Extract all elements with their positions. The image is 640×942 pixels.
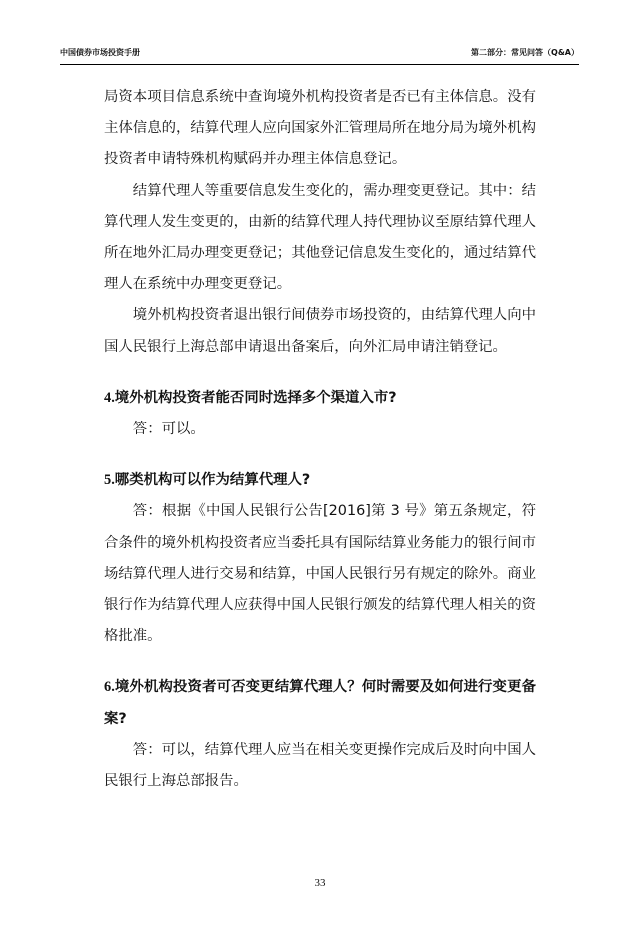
paragraph-exit-registration: 境外机构投资者退出银行间债券市场投资的，由结算代理人向中国人民银行上海总部申请退出备案后，向外汇局申请注销登记。: [104, 307, 536, 355]
question-6-number: 6.: [104, 679, 115, 696]
spacer: [104, 652, 536, 672]
question-4-number: 4.: [104, 389, 115, 406]
paragraph-change-registration: 结算代理人等重要信息发生变化的，需办理变更登记。其中：结算代理人发生变更的，由新的结算代理人持代理协议至原结算代理人所在地外汇局办理变更登记；其他登记信息发生变化的，通过结算代理人在系统中办理变更登记。: [104, 182, 536, 293]
page-body: [104, 82, 536, 797]
question-6-text: 境外机构投资者可否变更结算代理人？何时需要及如何进行变更备案?: [104, 679, 536, 727]
spacer: [104, 363, 536, 383]
header-section-title: 第二部分：常见问答（Q&A）: [471, 48, 579, 57]
question-5-answer: 答：根据《中国人民银行公告[2016]第 3 号》第五条规定，符合条件的境外机构投资者应当委托具有国际结算业务能力的银行间市场结算代理人进行交易和结算，中国人民银行另有规定的除外。商业银行作为结算代理人应获得中国人民银行颁发的结算代理人相关的资格批准。: [104, 503, 536, 645]
question-5-number: 5.: [104, 472, 115, 489]
question-4-text: 境外机构投资者能否同时选择多个渠道入市?: [114, 389, 397, 406]
page-number: 33: [314, 877, 326, 889]
question-4-answer: 答：可以。: [132, 421, 205, 438]
question-5-heading: [104, 465, 536, 496]
question-5-text: 哪类机构可以作为结算代理人?: [114, 472, 311, 489]
question-4-heading: [104, 383, 536, 414]
page-header: [60, 46, 579, 65]
paragraph-registration-info: 局资本项目信息系统中查询境外机构投资者是否已有主体信息。没有主体信息的，结算代理人应向国家外汇管理局所在地分局为境外机构投资者申请特殊机构赋码并办理主体信息登记。: [104, 89, 536, 168]
question-6-heading: [104, 672, 536, 734]
question-6-answer: 答：可以，结算代理人应当在相关变更操作完成后及时向中国人民银行上海总部报告。: [104, 741, 536, 790]
header-book-title: 中国债券市场投资手册: [60, 48, 140, 57]
spacer: [104, 445, 536, 465]
